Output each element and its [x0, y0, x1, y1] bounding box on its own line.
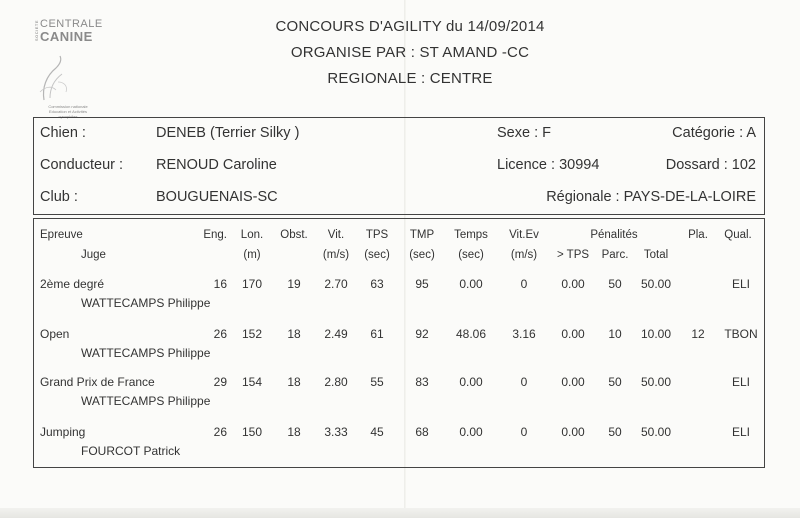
row-epreuve: Jumping — [40, 425, 86, 439]
col-temps: Temps — [454, 229, 488, 241]
licence: Licence : 30994 — [497, 157, 600, 173]
row-pen-tps: 0.00 — [561, 277, 585, 291]
row-tps: 61 — [370, 327, 384, 341]
chien-value: DENEB (Terrier Silky ) — [156, 125, 300, 141]
row-vitev: 3.16 — [512, 327, 536, 341]
row-lon: 154 — [241, 375, 263, 389]
col-temps-unit: (sec) — [458, 249, 484, 261]
row-vitev: 0 — [520, 425, 528, 439]
row-tmp: 83 — [415, 375, 429, 389]
col-pen-parc: Parc. — [601, 249, 629, 261]
row-pen-tps: 0.00 — [561, 327, 585, 341]
col-pen-tps: > TPS — [556, 249, 590, 261]
row-temps: 0.00 — [459, 425, 483, 439]
row-vitev: 0 — [520, 375, 528, 389]
row-eng: 16 — [213, 277, 227, 291]
row-obst: 19 — [287, 277, 301, 291]
conducteur-label: Conducteur : — [40, 157, 124, 173]
row-pen-tps: 0.00 — [561, 425, 585, 439]
row-qual: TBON — [724, 327, 758, 341]
row-epreuve: Open — [40, 327, 70, 341]
row-obst: 18 — [287, 375, 301, 389]
row-tmp: 92 — [415, 327, 429, 341]
results-table — [33, 218, 765, 468]
col-epreuve: Epreuve — [40, 229, 83, 241]
row-lon: 170 — [241, 277, 263, 291]
row-epreuve: Grand Prix de France — [40, 375, 155, 389]
row-juge: WATTECAMPS Philippe — [81, 346, 211, 360]
conducteur-value: RENOUD Caroline — [156, 157, 277, 173]
row-pen-parc: 50 — [608, 277, 622, 291]
col-tps-unit: (sec) — [364, 249, 390, 261]
categorie: Catégorie : A — [672, 125, 756, 141]
row-eng: 29 — [213, 375, 227, 389]
regionale: Régionale : PAYS-DE-LA-LOIRE — [546, 189, 756, 205]
col-pen-total: Total — [643, 249, 669, 261]
logo-side-text: SOCIETE — [34, 20, 39, 42]
row-tps: 63 — [370, 277, 384, 291]
scc-logo — [34, 18, 106, 128]
dossard: Dossard : 102 — [665, 157, 756, 173]
logo-caption: Commission nationale Education et Activités cynophiles — [48, 104, 88, 119]
chien-label: Chien : — [40, 125, 86, 141]
club-value: BOUGUENAIS-SC — [156, 189, 278, 205]
row-vit: 3.33 — [324, 425, 348, 439]
col-vit: Vit. — [327, 229, 345, 241]
col-tmp-unit: (sec) — [409, 249, 435, 261]
row-obst: 18 — [287, 425, 301, 439]
col-qual: Qual. — [724, 229, 752, 241]
row-vit: 2.80 — [324, 375, 348, 389]
row-eng: 26 — [213, 425, 227, 439]
row-pla: 12 — [691, 327, 705, 341]
paper-edge — [0, 508, 800, 518]
col-vitev: Vit.Ev — [509, 229, 539, 241]
row-tps: 45 — [370, 425, 384, 439]
logo-centrale: CENTRALE — [40, 18, 103, 30]
row-tps: 55 — [370, 375, 384, 389]
col-vit-unit: (m/s) — [322, 249, 350, 261]
organizer: ORGANISE PAR : ST AMAND -CC — [290, 44, 530, 61]
row-qual: ELI — [731, 277, 751, 291]
row-lon: 150 — [241, 425, 263, 439]
regionale-header: REGIONALE : CENTRE — [327, 70, 493, 87]
row-pen-total: 10.00 — [640, 327, 672, 341]
row-tmp: 95 — [415, 277, 429, 291]
row-obst: 18 — [287, 327, 301, 341]
row-vit: 2.70 — [324, 277, 348, 291]
contest-title: CONCOURS D'AGILITY du 14/09/2014 — [275, 18, 545, 35]
col-pla: Pla. — [688, 229, 708, 241]
row-pen-total: 50.00 — [640, 277, 672, 291]
row-pen-parc: 50 — [608, 375, 622, 389]
sexe: Sexe : F — [497, 125, 551, 141]
row-lon: 152 — [241, 327, 263, 341]
row-epreuve: 2ème degré — [40, 277, 105, 291]
dog-emblem-icon — [36, 52, 76, 104]
row-temps: 48.06 — [455, 327, 487, 341]
row-pen-parc: 10 — [608, 327, 622, 341]
row-qual: ELI — [731, 375, 751, 389]
dog-info-box — [33, 117, 765, 215]
row-eng: 26 — [213, 327, 227, 341]
col-lon-unit: (m) — [243, 249, 261, 261]
row-pen-total: 50.00 — [640, 375, 672, 389]
row-temps: 0.00 — [459, 277, 483, 291]
col-tmp: TMP — [409, 229, 435, 241]
row-vitev: 0 — [520, 277, 528, 291]
row-tmp: 68 — [415, 425, 429, 439]
row-vit: 2.49 — [324, 327, 348, 341]
col-eng: Eng. — [203, 229, 227, 241]
col-lon: Lon. — [240, 229, 264, 241]
logo-canine: CANINE — [40, 29, 93, 44]
row-juge: WATTECAMPS Philippe — [81, 394, 211, 408]
col-tps: TPS — [365, 229, 389, 241]
row-pen-tps: 0.00 — [561, 375, 585, 389]
club-label: Club : — [40, 189, 78, 205]
table-row — [34, 219, 764, 467]
col-penalites: Pénalités — [590, 229, 638, 241]
col-juge: Juge — [81, 249, 106, 261]
col-obst: Obst. — [280, 229, 308, 241]
row-pen-parc: 50 — [608, 425, 622, 439]
row-temps: 0.00 — [459, 375, 483, 389]
row-juge: WATTECAMPS Philippe — [81, 296, 211, 310]
col-vitev-unit: (m/s) — [510, 249, 538, 261]
row-juge: FOURCOT Patrick — [81, 444, 181, 458]
row-qual: ELI — [731, 425, 751, 439]
row-pen-total: 50.00 — [640, 425, 672, 439]
